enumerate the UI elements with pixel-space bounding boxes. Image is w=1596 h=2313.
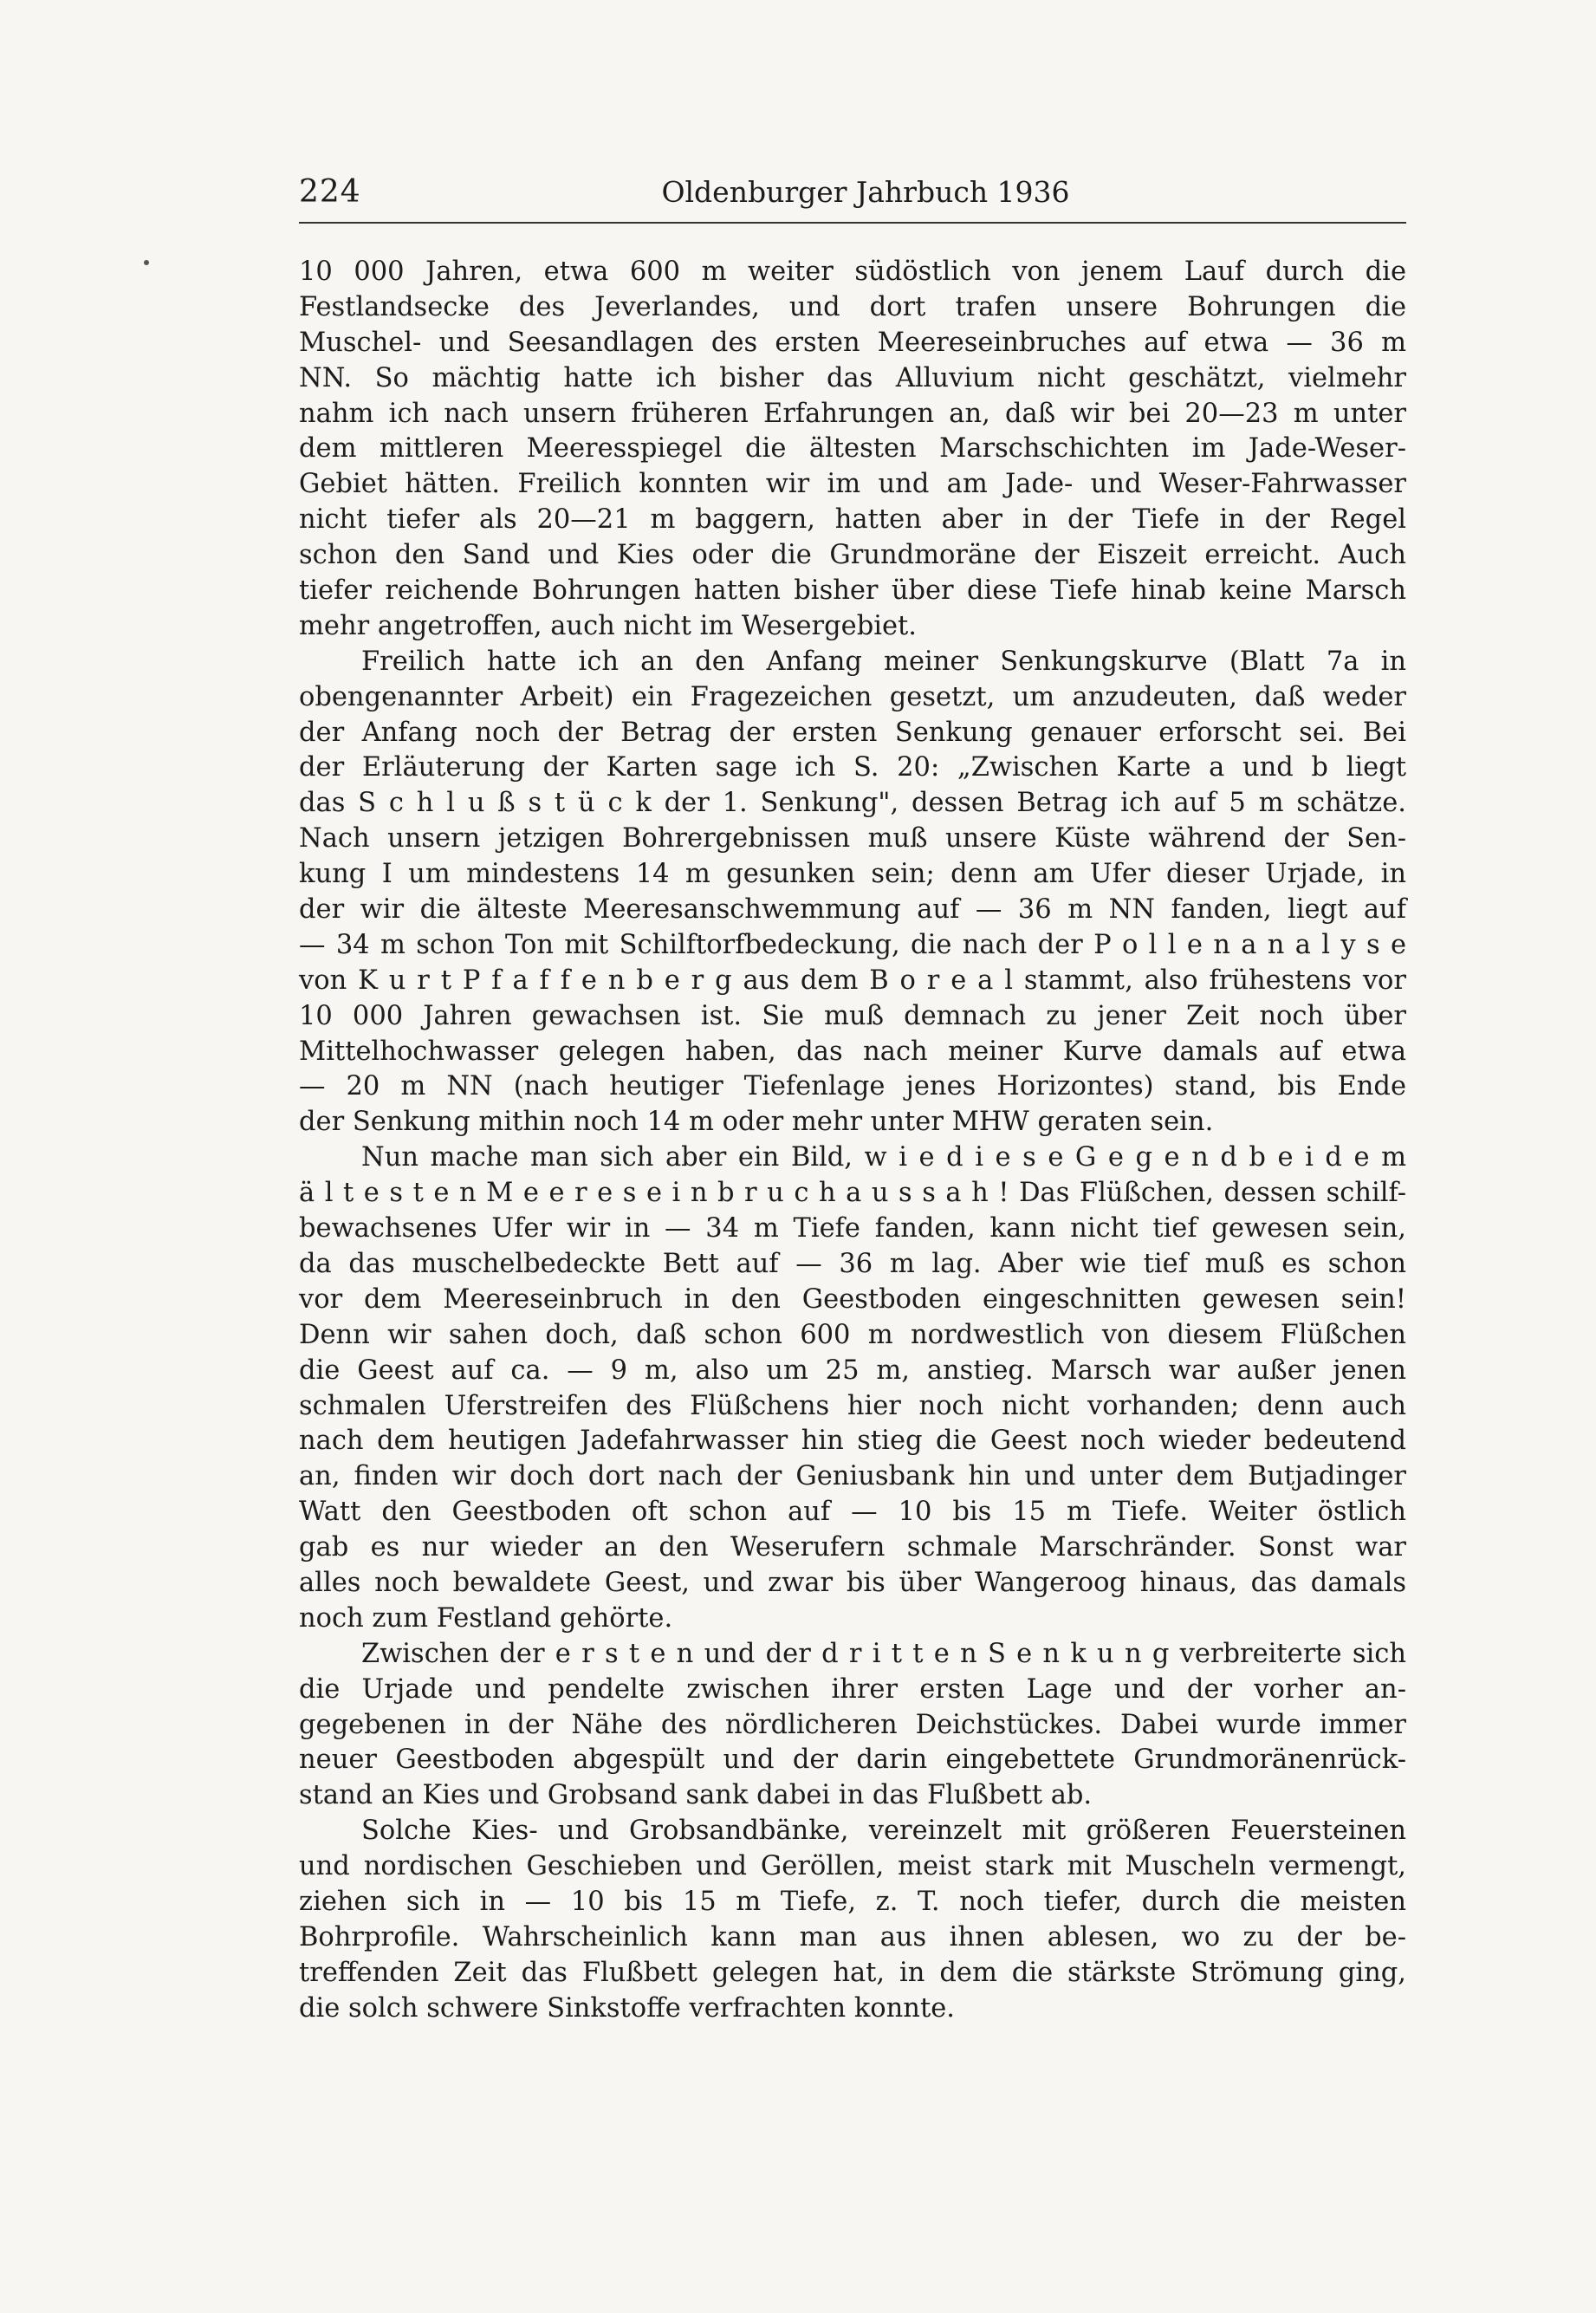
- text-line: 10 000 Jahren, etwa 600 m weiter südöstlich von jenem Lauf durch die: [299, 257, 1406, 287]
- text-line: — 34 m schon Ton mit Schilftorfbedeckung, die nach der P o l l e n a n a l y s e: [299, 929, 1406, 960]
- text-line: alles noch bewaldete Geest, und zwar bis über Wangeroog hinaus, das damals: [299, 1567, 1406, 1598]
- text-line: da das muschelbedeckte Bett auf — 36 m lag. Aber wie tief muß es schon: [299, 1248, 1406, 1279]
- journal-title: Oldenburger Jahrbuch 1936: [661, 175, 1070, 209]
- text-line: gegebenen in der Nähe des nördlicheren Deichstückes. Dabei wurde immer: [299, 1709, 1406, 1740]
- paragraph-first-line: Solche Kies- und Grobsandbänke, vereinzelt mit größeren Feuersteinen: [361, 1816, 1406, 1847]
- text-line: Watt den Geestboden oft schon auf — 10 bis 15 m Tiefe. Weiter östlich: [299, 1497, 1406, 1528]
- text-line: die Geest auf ca. — 9 m, also um 25 m, anstieg. Marsch war außer jenen: [299, 1355, 1406, 1386]
- text-line: ziehen sich in — 10 bis 15 m Tiefe, z. T. noch tiefer, durch die meisten: [299, 1886, 1406, 1917]
- text-line: der Erläuterung der Karten sage ich S. 20: „Zwischen Karte a und b liegt: [299, 752, 1406, 783]
- text-line: stand an Kies und Grobsand sank dabei in das Flußbett ab.: [299, 1780, 1093, 1811]
- text-line: nach dem heutigen Jadefahrwasser hin stieg die Geest noch wieder bedeutend: [299, 1426, 1406, 1457]
- text-line: das S c h l u ß s t ü c k der 1. Senkung", dessen Betrag ich auf 5 m schätze.: [299, 788, 1406, 819]
- text-line: an, finden wir doch dort nach der Geniusbank hin und unter dem Butjadinger: [299, 1461, 1406, 1492]
- text-line: vor dem Meereseinbruch in den Geestboden eingeschnitten gewesen sein!: [299, 1283, 1406, 1315]
- text-line: gab es nur wieder an den Weserufern schmale Marschränder. Sonst war: [299, 1532, 1406, 1563]
- text-line: treffenden Zeit das Flußbett gelegen hat, in dem die stärkste Strömung ging,: [299, 1957, 1406, 1988]
- text-line: schmalen Uferstreifen des Flüßchens hier noch nicht vorhanden; denn auch: [299, 1390, 1406, 1421]
- body-text: [299, 255, 1406, 2027]
- text-line: 10 000 Jahren gewachsen ist. Sie muß demnach zu jener Zeit noch über: [299, 1000, 1406, 1031]
- text-line: Festlandsecke des Jeverlandes, und dort trafen unsere Bohrungen die: [299, 291, 1406, 322]
- paragraph-first-line: Zwischen der e r s t e n und der d r i t t e n S e n k u n g verbreiterte sich: [361, 1638, 1406, 1669]
- text-line: Nach unsern jetzigen Bohrergebnissen muß unsere Küste während der Sen-: [299, 823, 1406, 854]
- text-line: Bohrprofile. Wahrscheinlich kann man aus ihnen ablesen, wo zu der be-: [299, 1921, 1406, 1952]
- text-line: dem mittleren Meeresspiegel die ältesten Marschschichten im Jade-Weser-: [299, 433, 1406, 465]
- paragraph-first-line: Nun mache man sich aber ein Bild, w i e d i e s e G e g e n d b e i d e m: [361, 1142, 1406, 1173]
- margin-dot: [144, 260, 149, 265]
- text-line: obengenannter Arbeit) ein Fragezeichen gesetzt, um anzudeuten, daß weder: [299, 681, 1406, 712]
- text-line: der Senkung mithin noch 14 m oder mehr unter MHW geraten sein.: [299, 1107, 1214, 1138]
- text-line: nicht tiefer als 20—21 m baggern, hatten aber in der Tiefe in der Regel: [299, 504, 1406, 536]
- text-line: NN. So mächtig hatte ich bisher das Alluvium nicht geschätzt, vielmehr: [299, 362, 1406, 393]
- text-line: der wir die älteste Meeresanschwemmung auf — 36 m NN fanden, liegt auf: [299, 894, 1406, 926]
- text-line: die Urjade und pendelte zwischen ihrer ersten Lage und der vorher an-: [299, 1673, 1406, 1705]
- text-line: und nordischen Geschieben und Geröllen, meist stark mit Muscheln vermengt,: [299, 1851, 1406, 1882]
- text-line: von K u r t P f a f f e n b e r g aus dem B o r e a l stammt, also frühestens vor: [299, 965, 1406, 996]
- text-line: mehr angetroffen, auch nicht im Wesergebiet.: [299, 610, 917, 641]
- text-line: nahm ich nach unsern früheren Erfahrungen an, daß wir bei 20—23 m unter: [299, 398, 1406, 429]
- text-line: tiefer reichende Bohrungen hatten bisher über diese Tiefe hinab keine Marsch: [299, 575, 1406, 607]
- page-number: 224: [299, 174, 361, 210]
- text-line: neuer Geestboden abgespült und der darin eingebettete Grundmoränenrück-: [299, 1744, 1406, 1776]
- text-line: noch zum Festland gehörte.: [299, 1602, 673, 1634]
- text-line: Denn wir sahen doch, daß schon 600 m nordwestlich von diesem Flüßchen: [299, 1319, 1406, 1350]
- paragraph-first-line: Freilich hatte ich an den Anfang meiner Senkungskurve (Blatt 7a in: [361, 646, 1406, 677]
- text-line: ä l t e s t e n M e e r e s e i n b r u c h a u s s a h ! Das Flüßchen, dessen schilf-: [299, 1178, 1406, 1209]
- text-line: der Anfang noch der Betrag der ersten Senkung genauer erforscht sei. Bei: [299, 717, 1406, 748]
- text-line: die solch schwere Sinkstoffe verfrachten konnte.: [299, 1992, 955, 2024]
- text-line: — 20 m NN (nach heutiger Tiefenlage jenes Horizontes) stand, bis Ende: [299, 1071, 1406, 1102]
- running-head: [299, 170, 1406, 224]
- text-line: schon den Sand und Kies oder die Grundmoräne der Eiszeit erreicht. Auch: [299, 540, 1406, 571]
- text-line: kung I um mindestens 14 m gesunken sein; denn am Ufer dieser Urjade, in: [299, 859, 1406, 890]
- text-line: bewachsenes Ufer wir in — 34 m Tiefe fanden, kann nicht tief gewesen sein,: [299, 1213, 1406, 1244]
- text-line: Gebiet hätten. Freilich konnten wir im und am Jade- und Weser-Fahrwasser: [299, 469, 1406, 500]
- text-line: Muschel- und Seesandlagen des ersten Meereseinbruches auf etwa — 36 m: [299, 327, 1406, 358]
- text-line: Mittelhochwasser gelegen haben, das nach meiner Kurve damals auf etwa: [299, 1036, 1406, 1067]
